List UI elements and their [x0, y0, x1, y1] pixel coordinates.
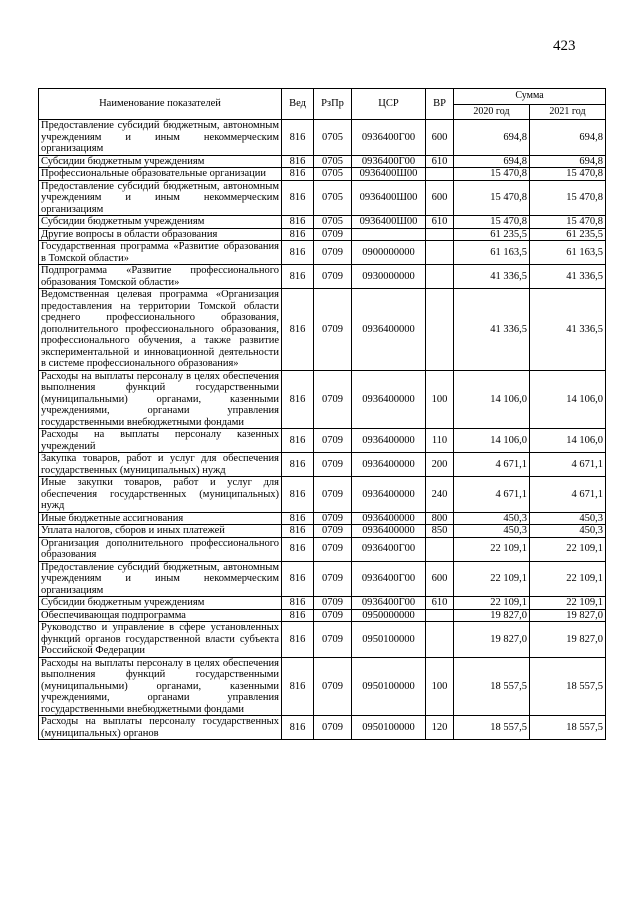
cell-name: Предоставление субсидий бюджетным, автономным учреждениям и иным некоммерческим организациям: [39, 120, 282, 156]
cell-ved: 816: [282, 216, 314, 229]
cell-ved: 816: [282, 289, 314, 371]
cell-name: Расходы на выплаты персоналу в целях обеспечения выполнения функций государственными (муниципальными) органами, казенными учреждениями, органами управления государственными внебюджетными фондами: [39, 657, 282, 716]
cell-name: Субсидии бюджетным учреждениям: [39, 597, 282, 610]
cell-ved: 816: [282, 716, 314, 740]
table-row: [39, 228, 606, 241]
table-row: [39, 537, 606, 561]
column-header-name: Наименование показателей: [39, 89, 282, 120]
cell-vr: 100: [426, 657, 454, 716]
cell-ved: 816: [282, 477, 314, 513]
cell-2020: 15 470,8: [454, 216, 530, 229]
cell-csr: 0936400000: [352, 289, 426, 371]
cell-ved: 816: [282, 512, 314, 525]
cell-ved: 816: [282, 228, 314, 241]
column-header-2021: 2021 год: [530, 104, 606, 120]
cell-name: Расходы на выплаты персоналу государственных (муниципальных) органов: [39, 716, 282, 740]
cell-name: Профессиональные образовательные организации: [39, 168, 282, 181]
cell-rzpr: 0705: [314, 155, 352, 168]
cell-csr: 0950100000: [352, 657, 426, 716]
table-row: [39, 265, 606, 289]
cell-vr: 240: [426, 477, 454, 513]
table-row: [39, 609, 606, 622]
cell-2020: 19 827,0: [454, 609, 530, 622]
column-header-ved: Вед: [282, 89, 314, 120]
cell-2020: 19 827,0: [454, 622, 530, 658]
cell-rzpr: 0705: [314, 120, 352, 156]
cell-2020: 61 163,5: [454, 241, 530, 265]
cell-rzpr: 0709: [314, 525, 352, 538]
cell-2020: 41 336,5: [454, 289, 530, 371]
cell-ved: 816: [282, 241, 314, 265]
cell-name: Закупка товаров, работ и услуг для обеспечения государственных (муниципальных) нужд: [39, 453, 282, 477]
cell-rzpr: 0709: [314, 289, 352, 371]
cell-csr: 0936400000: [352, 453, 426, 477]
cell-2021: 4 671,1: [530, 453, 606, 477]
column-header-csr: ЦСР: [352, 89, 426, 120]
cell-vr: 110: [426, 429, 454, 453]
cell-2020: 61 235,5: [454, 228, 530, 241]
cell-ved: 816: [282, 180, 314, 216]
cell-name: Руководство и управление в сфере установленных функций органов государственной власти субъекта Российской Федерации: [39, 622, 282, 658]
table-row: [39, 716, 606, 740]
cell-2021: 694,8: [530, 120, 606, 156]
cell-rzpr: 0709: [314, 429, 352, 453]
cell-2020: 41 336,5: [454, 265, 530, 289]
cell-2020: 22 109,1: [454, 597, 530, 610]
cell-2021: 18 557,5: [530, 716, 606, 740]
table-row: [39, 512, 606, 525]
cell-2020: 22 109,1: [454, 537, 530, 561]
cell-2021: 450,3: [530, 525, 606, 538]
cell-vr: [426, 168, 454, 181]
cell-csr: 0936400Г00: [352, 120, 426, 156]
cell-vr: [426, 609, 454, 622]
cell-2020: 450,3: [454, 512, 530, 525]
cell-rzpr: 0705: [314, 180, 352, 216]
cell-ved: 816: [282, 525, 314, 538]
cell-vr: [426, 289, 454, 371]
table-row: [39, 429, 606, 453]
cell-vr: [426, 241, 454, 265]
column-header-rzpr: РзПр: [314, 89, 352, 120]
cell-csr: 0950100000: [352, 716, 426, 740]
cell-2021: 15 470,8: [530, 180, 606, 216]
cell-rzpr: 0709: [314, 716, 352, 740]
cell-name: Государственная программа «Развитие образования в Томской области»: [39, 241, 282, 265]
cell-2021: 18 557,5: [530, 657, 606, 716]
cell-ved: 816: [282, 370, 314, 429]
cell-vr: 610: [426, 155, 454, 168]
cell-2020: 15 470,8: [454, 180, 530, 216]
cell-rzpr: 0705: [314, 216, 352, 229]
cell-rzpr: 0705: [314, 168, 352, 181]
cell-2021: 694,8: [530, 155, 606, 168]
table-row: [39, 168, 606, 181]
cell-2021: 4 671,1: [530, 477, 606, 513]
cell-2021: 61 235,5: [530, 228, 606, 241]
column-header-sum: Сумма: [454, 89, 606, 105]
cell-ved: 816: [282, 561, 314, 597]
cell-vr: 610: [426, 216, 454, 229]
cell-ved: 816: [282, 622, 314, 658]
cell-2020: 4 671,1: [454, 477, 530, 513]
cell-ved: 816: [282, 537, 314, 561]
cell-2020: 694,8: [454, 155, 530, 168]
cell-csr: 0936400Г00: [352, 597, 426, 610]
cell-vr: [426, 265, 454, 289]
cell-name: Подпрограмма «Развитие профессионального образования Томской области»: [39, 265, 282, 289]
cell-name: Субсидии бюджетным учреждениям: [39, 155, 282, 168]
header-row: [39, 89, 606, 105]
cell-csr: 0936400000: [352, 429, 426, 453]
cell-rzpr: 0709: [314, 477, 352, 513]
cell-rzpr: 0709: [314, 370, 352, 429]
cell-csr: 0950100000: [352, 622, 426, 658]
cell-vr: [426, 622, 454, 658]
cell-csr: 0936400Ш00: [352, 180, 426, 216]
cell-2021: 22 109,1: [530, 561, 606, 597]
page-number: 423: [553, 38, 576, 54]
budget-table: [38, 88, 606, 740]
cell-rzpr: 0709: [314, 609, 352, 622]
cell-2021: 61 163,5: [530, 241, 606, 265]
cell-csr: 0936400Г00: [352, 155, 426, 168]
cell-ved: 816: [282, 155, 314, 168]
cell-name: Уплата налогов, сборов и иных платежей: [39, 525, 282, 538]
cell-csr: 0936400Ш00: [352, 168, 426, 181]
cell-csr: 0936400000: [352, 370, 426, 429]
column-header-vr: ВР: [426, 89, 454, 120]
cell-name: Предоставление субсидий бюджетным, автономным учреждениям и иным некоммерческим организациям: [39, 561, 282, 597]
cell-name: Ведомственная целевая программа «Организация предоставления на территории Томской области среднего профессионального образования, дополнительного профессионального образования, профессионального обучения, а также развитие экспериментальной и инновационной деятельности в системе профессионального образования»: [39, 289, 282, 371]
table-row: [39, 120, 606, 156]
table-row: [39, 241, 606, 265]
cell-rzpr: 0709: [314, 241, 352, 265]
cell-2021: 22 109,1: [530, 597, 606, 610]
table-row: [39, 477, 606, 513]
table-row: [39, 216, 606, 229]
cell-2020: 14 106,0: [454, 429, 530, 453]
cell-rzpr: 0709: [314, 561, 352, 597]
cell-vr: [426, 228, 454, 241]
cell-csr: 0936400000: [352, 477, 426, 513]
cell-2021: 14 106,0: [530, 370, 606, 429]
cell-vr: 600: [426, 120, 454, 156]
cell-2021: 15 470,8: [530, 216, 606, 229]
table-row: [39, 622, 606, 658]
cell-vr: 600: [426, 561, 454, 597]
table-body: [39, 120, 606, 740]
cell-2020: 694,8: [454, 120, 530, 156]
cell-csr: 0900000000: [352, 241, 426, 265]
table-row: [39, 453, 606, 477]
table-row: [39, 289, 606, 371]
cell-2020: 450,3: [454, 525, 530, 538]
cell-name: Расходы на выплаты персоналу в целях обеспечения выполнения функций государственными (муниципальными) органами, казенными учреждениями, органами управления государственными внебюджетными фондами: [39, 370, 282, 429]
cell-rzpr: 0709: [314, 597, 352, 610]
cell-name: Обеспечивающая подпрограмма: [39, 609, 282, 622]
cell-ved: 816: [282, 453, 314, 477]
cell-name: Организация дополнительного профессионального образования: [39, 537, 282, 561]
cell-vr: 120: [426, 716, 454, 740]
cell-2020: 15 470,8: [454, 168, 530, 181]
cell-rzpr: 0709: [314, 622, 352, 658]
cell-rzpr: 0709: [314, 265, 352, 289]
cell-name: Предоставление субсидий бюджетным, автономным учреждениям и иным некоммерческим организациям: [39, 180, 282, 216]
cell-2020: 4 671,1: [454, 453, 530, 477]
cell-csr: 0936400Г00: [352, 537, 426, 561]
cell-name: Другие вопросы в области образования: [39, 228, 282, 241]
cell-2021: 41 336,5: [530, 265, 606, 289]
cell-name: Иные бюджетные ассигнования: [39, 512, 282, 525]
cell-vr: 200: [426, 453, 454, 477]
cell-rzpr: 0709: [314, 512, 352, 525]
cell-csr: 0936400Г00: [352, 561, 426, 597]
cell-vr: 800: [426, 512, 454, 525]
cell-2021: 22 109,1: [530, 537, 606, 561]
cell-2020: 18 557,5: [454, 716, 530, 740]
column-header-2020: 2020 год: [454, 104, 530, 120]
cell-rzpr: 0709: [314, 228, 352, 241]
cell-ved: 816: [282, 609, 314, 622]
cell-2021: 450,3: [530, 512, 606, 525]
cell-csr: 0936400000: [352, 512, 426, 525]
cell-csr: 0936400000: [352, 525, 426, 538]
table-row: [39, 180, 606, 216]
table-row: [39, 525, 606, 538]
cell-rzpr: 0709: [314, 453, 352, 477]
cell-2021: 41 336,5: [530, 289, 606, 371]
cell-csr: [352, 228, 426, 241]
table-row: [39, 597, 606, 610]
table-row: [39, 561, 606, 597]
table-row: [39, 657, 606, 716]
cell-ved: 816: [282, 168, 314, 181]
cell-ved: 816: [282, 657, 314, 716]
cell-2021: 19 827,0: [530, 622, 606, 658]
cell-vr: 850: [426, 525, 454, 538]
cell-vr: 100: [426, 370, 454, 429]
cell-ved: 816: [282, 429, 314, 453]
cell-2020: 18 557,5: [454, 657, 530, 716]
cell-vr: 600: [426, 180, 454, 216]
cell-rzpr: 0709: [314, 657, 352, 716]
cell-2021: 19 827,0: [530, 609, 606, 622]
cell-rzpr: 0709: [314, 537, 352, 561]
table-row: [39, 155, 606, 168]
cell-name: Расходы на выплаты персоналу казенных учреждений: [39, 429, 282, 453]
cell-ved: 816: [282, 597, 314, 610]
cell-csr: 0936400Ш00: [352, 216, 426, 229]
cell-name: Иные закупки товаров, работ и услуг для обеспечения государственных (муниципальных) нужд: [39, 477, 282, 513]
cell-csr: 0930000000: [352, 265, 426, 289]
table-row: [39, 370, 606, 429]
cell-2020: 14 106,0: [454, 370, 530, 429]
cell-ved: 816: [282, 265, 314, 289]
cell-ved: 816: [282, 120, 314, 156]
cell-2021: 14 106,0: [530, 429, 606, 453]
cell-2021: 15 470,8: [530, 168, 606, 181]
cell-vr: 610: [426, 597, 454, 610]
cell-name: Субсидии бюджетным учреждениям: [39, 216, 282, 229]
cell-2020: 22 109,1: [454, 561, 530, 597]
cell-vr: [426, 537, 454, 561]
cell-csr: 0950000000: [352, 609, 426, 622]
